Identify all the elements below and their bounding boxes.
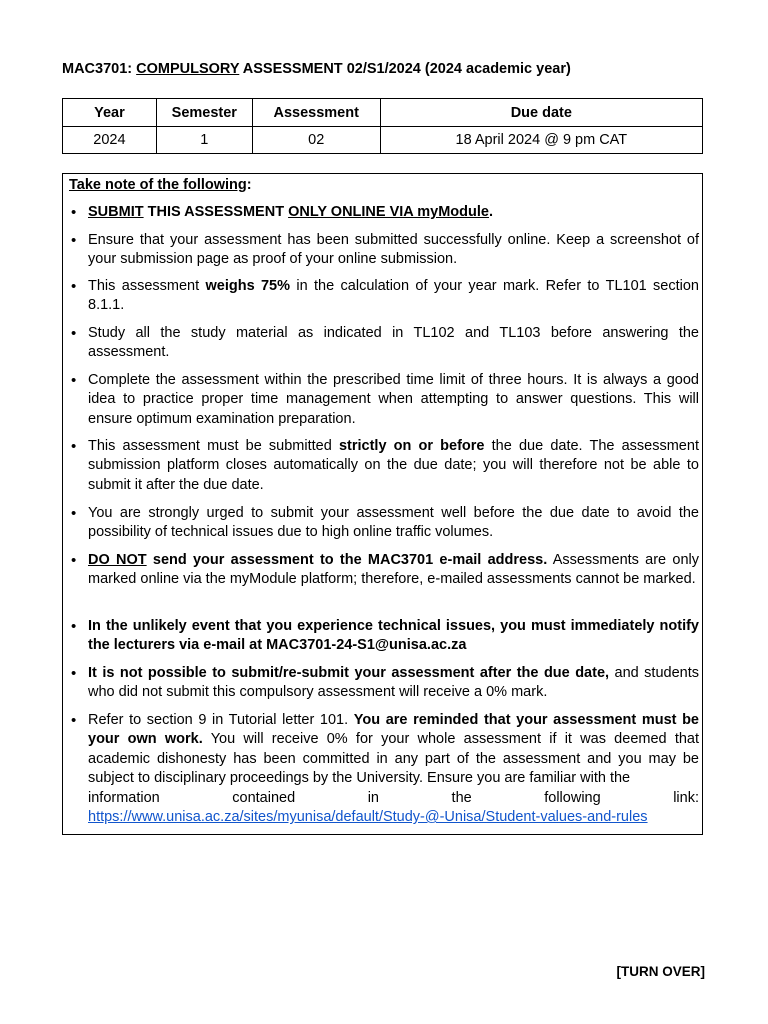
note-item-own-work: Refer to section 9 in Tutorial letter 101. You are reminded that your assessment must be your own work. You will receive 0% for your whole assessment if it was deemed that academic dishonesty has been committed in any part of the assessment and you may be subject to disciplinary proceedings by the University. Ensure you are familiar with the information contained in the following link: https://www.unisa.ac.za/sites/myunisa/default/Study-@-Unisa/Student-values-and-rules: [88, 712, 700, 826]
turn-over-label: [TURN OVER]: [616, 964, 705, 979]
bullet-icon: •: [71, 372, 77, 389]
info-line: information contained in the following link:: [88, 789, 699, 806]
cell-semester: 1: [156, 127, 252, 154]
student-values-link[interactable]: https://www.unisa.ac.za/sites/myunisa/default/Study-@-Unisa/Student-values-and-rules: [88, 809, 648, 826]
bullet-icon: •: [71, 278, 77, 295]
header-due-date: Due date: [380, 99, 702, 127]
header-semester: Semester: [156, 99, 252, 127]
bullet-icon: •: [71, 438, 77, 455]
bullet-icon: •: [71, 325, 77, 342]
note-item-early-submission: You are strongly urged to submit your assessment well before the due date to avoid the possibility of technical issues due to high online traffic volumes.: [88, 505, 699, 541]
bullet-icon: •: [71, 204, 77, 221]
cell-due-date: 18 April 2024 @ 9 pm CAT: [380, 127, 702, 154]
cell-assessment: 02: [252, 127, 380, 154]
cell-year: 2024: [63, 127, 157, 154]
bullet-icon: •: [71, 712, 77, 729]
assessment-title: ASSESSMENT 02/S1/2024 (2024 academic year): [239, 61, 571, 77]
note-item-technical-issues: In the unlikely event that you experience technical issues, you must immediately notify the lecturers via e-mail at MAC3701-24-S1@unisa.ac.za: [88, 618, 699, 654]
note-item-due-date: This assessment must be submitted strictly on or before the due date. The assessment submission platform closes automatically on the due date; you will therefore not be able to submit it after the due date.: [88, 438, 699, 493]
bullet-icon: •: [71, 552, 77, 569]
table-row: [63, 127, 703, 154]
compulsory-label: COMPULSORY: [136, 61, 240, 77]
note-item-screenshot: Ensure that your assessment has been submitted successfully online. Keep a screenshot of your submission page as proof of your online submission.: [88, 232, 699, 268]
note-item-study-material: Study all the study material as indicated in TL102 and TL103 before answering the assessment.: [88, 325, 699, 361]
bullet-icon: •: [71, 232, 77, 249]
table-header-row: [63, 99, 703, 127]
bullet-icon: •: [71, 618, 77, 635]
notes-title: Take note of the following:: [69, 177, 252, 193]
header-year: Year: [63, 99, 157, 127]
assessment-heading: [62, 61, 571, 77]
note-item-do-not-email: DO NOT send your assessment to the MAC3701 e-mail address. Assessments are only marked online via the myModule platform; therefore, e-mailed assessments cannot be marked.: [88, 552, 699, 588]
note-item-time-limit: Complete the assessment within the prescribed time limit of three hours. It is always a good idea to practice proper time management when attempting to answer questions. This will ensure optimum examination preparation.: [88, 372, 699, 427]
note-item-no-resubmit: It is not possible to submit/re-submit your assessment after the due date, and students who did not submit this compulsory assessment will receive a 0% mark.: [88, 665, 699, 701]
bullet-icon: •: [71, 665, 77, 682]
note-item-submit-online: SUBMIT THIS ASSESSMENT ONLY ONLINE VIA myModule.: [88, 204, 493, 220]
bullet-icon: •: [71, 505, 77, 522]
assessment-info-table: [62, 98, 703, 154]
module-code: MAC3701:: [62, 61, 137, 77]
header-assessment: Assessment: [252, 99, 380, 127]
note-item-weighting: This assessment weighs 75% in the calculation of your year mark. Refer to TL101 section 8.1.1.: [88, 278, 699, 314]
